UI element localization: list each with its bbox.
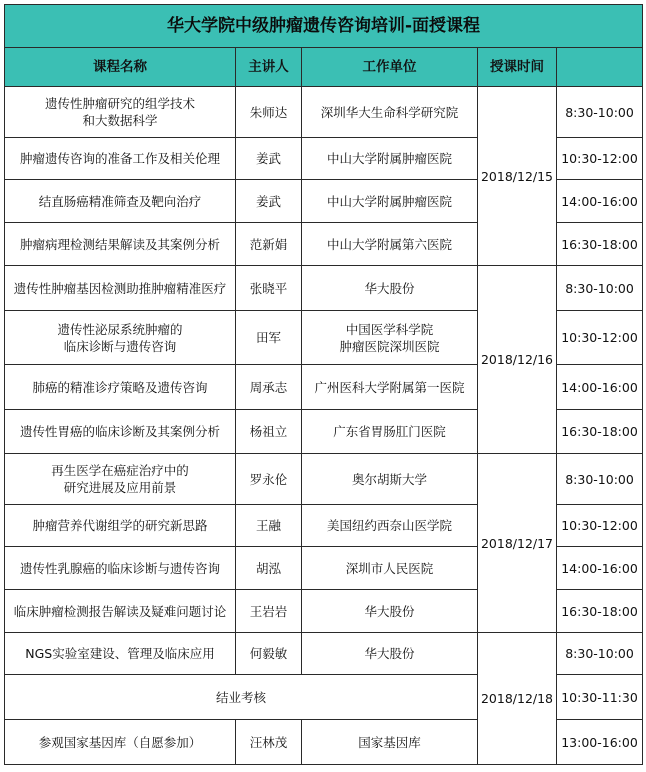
work-unit: 华大股份 (302, 590, 478, 633)
work-unit: 深圳市人民医院 (302, 547, 478, 590)
lecturer: 王岩岩 (236, 590, 302, 633)
table-row (5, 87, 643, 138)
course-name: 临床肿瘤检测报告解读及疑难问题讨论 (5, 590, 236, 633)
course-name: 遗传性泌尿系统肿瘤的 临床诊断与遗传咨询 (5, 311, 236, 365)
schedule-table (4, 4, 643, 765)
work-unit: 深圳华大生命科学研究院 (302, 87, 478, 138)
date-cell: 2018/12/17 (478, 454, 557, 633)
course-name: NGS实验室建设、管理及临床应用 (5, 633, 236, 675)
lecturer: 姜武 (236, 138, 302, 180)
lecturer: 张晓平 (236, 266, 302, 311)
course-name: 遗传性胃癌的临床诊断及其案例分析 (5, 410, 236, 454)
time-slot: 14:00-16:00 (557, 365, 643, 410)
lecturer: 汪林茂 (236, 720, 302, 765)
header-date: 授课时间 (478, 48, 557, 87)
work-unit: 中山大学附属肿瘤医院 (302, 180, 478, 223)
table-row (5, 266, 643, 311)
lecturer: 周承志 (236, 365, 302, 410)
table-row (5, 454, 643, 505)
time-slot: 10:30-12:00 (557, 505, 643, 547)
time-slot: 16:30-18:00 (557, 410, 643, 454)
time-slot: 13:00-16:00 (557, 720, 643, 765)
course-name: 遗传性乳腺癌的临床诊断与遗传咨询 (5, 547, 236, 590)
header-time (557, 48, 643, 87)
lecturer: 罗永伦 (236, 454, 302, 505)
lecturer: 王融 (236, 505, 302, 547)
course-name: 肿瘤营养代谢组学的研究新思路 (5, 505, 236, 547)
header-row (5, 48, 643, 87)
time-slot: 16:30-18:00 (557, 223, 643, 266)
date-cell: 2018/12/16 (478, 266, 557, 454)
lecturer: 杨祖立 (236, 410, 302, 454)
course-name: 肿瘤遗传咨询的准备工作及相关伦理 (5, 138, 236, 180)
lecturer: 朱师达 (236, 87, 302, 138)
header-course: 课程名称 (5, 48, 236, 87)
work-unit: 中山大学附属第六医院 (302, 223, 478, 266)
lecturer: 何毅敏 (236, 633, 302, 675)
work-unit: 广东省胃肠肛门医院 (302, 410, 478, 454)
header-unit: 工作单位 (302, 48, 478, 87)
course-name: 肿瘤病理检测结果解读及其案例分析 (5, 223, 236, 266)
final-assessment: 结业考核 (5, 675, 478, 720)
work-unit: 华大股份 (302, 633, 478, 675)
course-name: 遗传性肿瘤基因检测助推肿瘤精准医疗 (5, 266, 236, 311)
lecturer: 姜武 (236, 180, 302, 223)
time-slot: 16:30-18:00 (557, 590, 643, 633)
work-unit: 国家基因库 (302, 720, 478, 765)
table-title: 华大学院中级肿瘤遗传咨询培训-面授课程 (5, 5, 643, 48)
course-name: 再生医学在癌症治疗中的 研究进展及应用前景 (5, 454, 236, 505)
work-unit: 中国医学科学院 肿瘤医院深圳医院 (302, 311, 478, 365)
time-slot: 8:30-10:00 (557, 633, 643, 675)
work-unit: 奥尔胡斯大学 (302, 454, 478, 505)
lecturer: 田军 (236, 311, 302, 365)
time-slot: 10:30-12:00 (557, 311, 643, 365)
lecturer: 胡泓 (236, 547, 302, 590)
work-unit: 广州医科大学附属第一医院 (302, 365, 478, 410)
time-slot: 14:00-16:00 (557, 180, 643, 223)
work-unit: 华大股份 (302, 266, 478, 311)
time-slot: 14:00-16:00 (557, 547, 643, 590)
course-schedule (4, 4, 642, 765)
time-slot: 8:30-10:00 (557, 454, 643, 505)
course-name: 遗传性肿瘤研究的组学技术 和大数据科学 (5, 87, 236, 138)
table-row (5, 633, 643, 675)
work-unit: 中山大学附属肿瘤医院 (302, 138, 478, 180)
work-unit: 美国纽约西奈山医学院 (302, 505, 478, 547)
time-slot: 10:30-11:30 (557, 675, 643, 720)
time-slot: 10:30-12:00 (557, 138, 643, 180)
time-slot: 8:30-10:00 (557, 266, 643, 311)
course-name: 肺癌的精准诊疗策略及遗传咨询 (5, 365, 236, 410)
lecturer: 范新娟 (236, 223, 302, 266)
course-name: 结直肠癌精准筛查及靶向治疗 (5, 180, 236, 223)
date-cell: 2018/12/15 (478, 87, 557, 266)
header-lecturer: 主讲人 (236, 48, 302, 87)
date-cell: 2018/12/18 (478, 633, 557, 765)
course-name: 参观国家基因库（自愿参加） (5, 720, 236, 765)
time-slot: 8:30-10:00 (557, 87, 643, 138)
